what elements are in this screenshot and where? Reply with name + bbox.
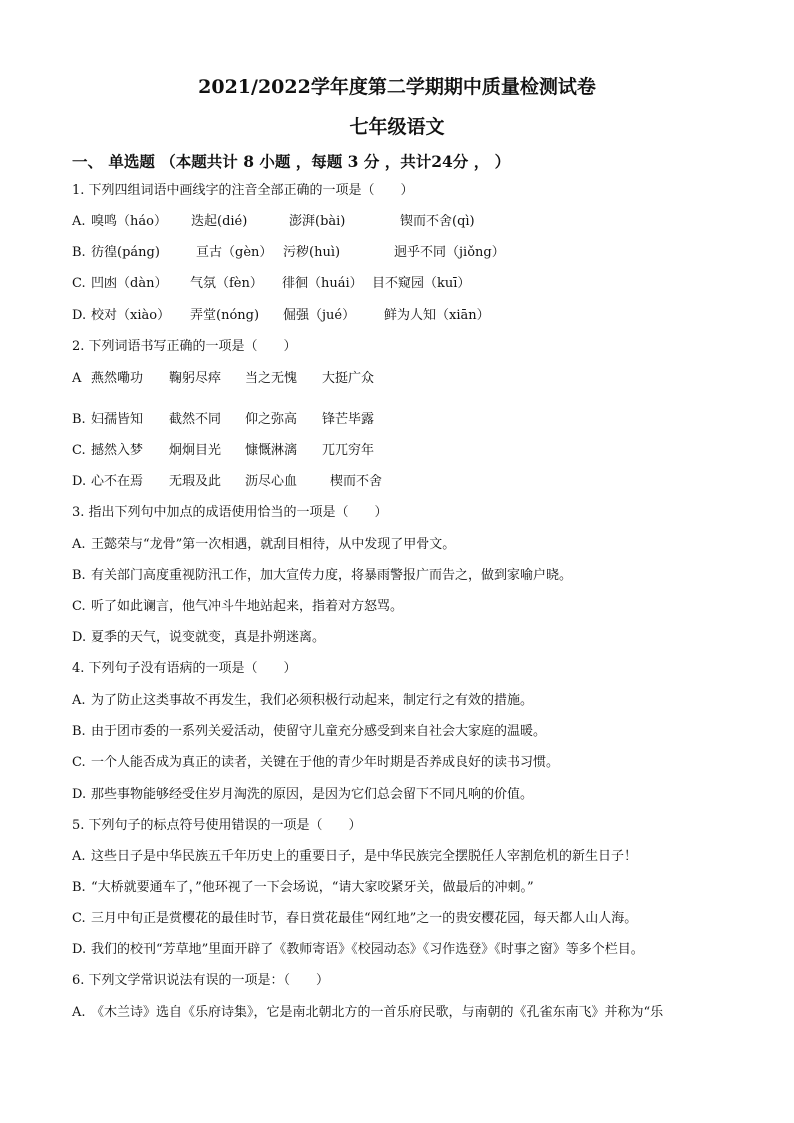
q4-option-letter: D.	[72, 787, 87, 802]
q5-stem: 5. 下列句子的标点符号使用错误的一项是（ ）	[72, 818, 362, 833]
q2-option-item: 心不在焉	[91, 474, 144, 489]
q4-option-letter: B.	[72, 724, 86, 739]
q3-option-letter: D.	[72, 630, 87, 645]
q1-option-item: 凹凼（dàn）	[91, 276, 168, 291]
q2-option-letter: D.	[72, 474, 87, 489]
q4-option-letter: A.	[72, 693, 86, 708]
q5-option-text: 这些日子是中华民族五千年历史上的重要日子，是中华民族完全摆脱任人宰割危机的新生日子！	[91, 849, 638, 864]
q1-option-item: 锲而不舍(qì)	[400, 214, 475, 229]
q1-stem: 1. 下列四组词语中画线字的注音全部正确的一项是（ ）	[72, 183, 414, 198]
exam-title: 2021/2022学年度第二学期期中质量检测试卷	[198, 76, 596, 98]
q1-option-item: 彷徨(páng)	[91, 245, 160, 260]
q6-option-text: 《木兰诗》选自《乐府诗集》，它是南北朝北方的一首乐府民歌，与南朝的《孔雀东南飞》并称为“乐	[91, 1005, 664, 1020]
q1-option-item: 气氛（fèn）	[190, 276, 263, 291]
q4-option-text: 一个人能否成为真正的读者，关键在于他的青少年时期是否养成良好的读书习惯。	[91, 755, 560, 770]
q1-option-item: 倔强（jué）	[283, 308, 356, 323]
q2-option-item: 锋芒毕露	[322, 412, 375, 427]
q2-option-item: 燕然嘞功	[91, 371, 144, 386]
q2-option-item: 截然不同	[169, 412, 222, 427]
q5-option-letter: D.	[72, 942, 87, 957]
q5-option-letter: A.	[72, 849, 86, 864]
q2-option-item: 鞠躬尽瘁	[169, 371, 222, 386]
q5-option-text: “大桥就要通车了，”他环视了一下会场说，“请大家咬紧牙关，做最后的冲刺。”	[91, 880, 534, 895]
q1-option-letter: C.	[72, 276, 86, 291]
q2-option-item: 当之无愧	[245, 371, 298, 386]
q2-option-item: 大挺广众	[322, 371, 375, 386]
q5-option-letter: C.	[72, 911, 86, 926]
q3-option-text: 听了如此谰言，他气冲斗牛地站起来，指着对方怒骂。	[91, 599, 404, 614]
q1-option-item: 污秽(huì)	[283, 245, 341, 260]
q2-stem: 2. 下列词语书写正确的一项是（ ）	[72, 339, 297, 354]
q3-option-letter: B.	[72, 568, 86, 583]
q2-option-letter: B.	[72, 412, 86, 427]
q4-option-text: 为了防止这类事故不再发生，我们必须积极行动起来，制定行之有效的措施。	[91, 693, 534, 708]
q2-option-item: 慷慨淋漓	[245, 443, 298, 458]
section-heading: 一、 单选题 （本题共计 8 小题 ，每题 3 分 ，共计24分 ， ）	[72, 152, 511, 171]
q2-option-item: 无瑕及此	[169, 474, 222, 489]
q1-option-item: 嗅鸣（háo）	[91, 214, 167, 229]
q3-option-letter: C.	[72, 599, 86, 614]
q4-option-text: 由于团市委的一系列关爱活动，使留守儿童充分感受到来自社会大家庭的温暖。	[91, 724, 547, 739]
q1-option-item: 亘古（gèn）	[196, 245, 273, 260]
exam-subtitle: 七年级语文	[349, 116, 445, 138]
q1-option-item: 澎湃(bài)	[289, 214, 346, 229]
q3-stem: 3. 指出下列句中加点的成语使用恰当的一项是（ ）	[72, 505, 388, 520]
q2-option-item: 沥尽心血	[245, 474, 298, 489]
q6-stem: 6. 下列文学常识说法有误的一项是：（ ）	[72, 973, 330, 988]
q1-option-item: 鲜为人知（xiān）	[384, 308, 490, 323]
q5-option-text: 我们的校刊“芳草地”里面开辟了《教师寄语》《校园动态》《习作选登》《时事之窗》等多个栏目。	[91, 942, 644, 957]
q2-option-item: 炯炯目光	[169, 443, 222, 458]
q5-option-text: 三月中旬正是赏樱花的最佳时节，春日赏花最佳“网红地”之一的贵安樱花园，每天都人山人海。	[91, 911, 638, 926]
q2-option-item: 撼然入梦	[91, 443, 144, 458]
q2-option-item: 仰之弥高	[245, 412, 298, 427]
q2-option-item: 楔而不舍	[330, 474, 383, 489]
q5-option-letter: B.	[72, 880, 86, 895]
q4-stem: 4. 下列句子没有语病的一项是（ ）	[72, 661, 297, 676]
q1-option-item: 弄堂(nóng)	[190, 308, 260, 323]
q1-option-item: 迭起(dié)	[191, 214, 248, 229]
q3-option-text: 有关部门高度重视防汛工作，加大宣传力度，将暴雨警报广而告之，做到家喻户晓。	[91, 568, 573, 583]
q3-option-text: 王懿荣与“龙骨”第一次相遇，就刮目相待，从中发现了甲骨文。	[91, 537, 456, 552]
q2-option-letter: A	[72, 371, 82, 386]
q3-option-letter: A.	[72, 537, 86, 552]
q1-option-letter: A.	[72, 214, 86, 229]
q1-option-letter: D.	[72, 308, 87, 323]
q3-option-text: 夏季的天气，说变就变，真是扑朔迷离。	[91, 630, 326, 645]
q4-option-text: 那些事物能够经受住岁月淘洗的原因，是因为它们总会留下不同凡响的价值。	[91, 787, 534, 802]
q1-option-letter: B.	[72, 245, 86, 260]
q1-option-item: 迥乎不同（jiǒng）	[394, 245, 505, 260]
q1-option-item: 徘徊（huái）	[282, 276, 363, 291]
q1-option-item: 目不窥园（kuī）	[372, 276, 471, 291]
q2-option-item: 兀兀穷年	[322, 443, 375, 458]
q2-option-letter: C.	[72, 443, 86, 458]
q6-option-letter: A.	[72, 1005, 86, 1020]
q1-option-item: 校对（xiào）	[91, 308, 171, 323]
q4-option-letter: C.	[72, 755, 86, 770]
q2-option-item: 妇孺皆知	[91, 412, 144, 427]
